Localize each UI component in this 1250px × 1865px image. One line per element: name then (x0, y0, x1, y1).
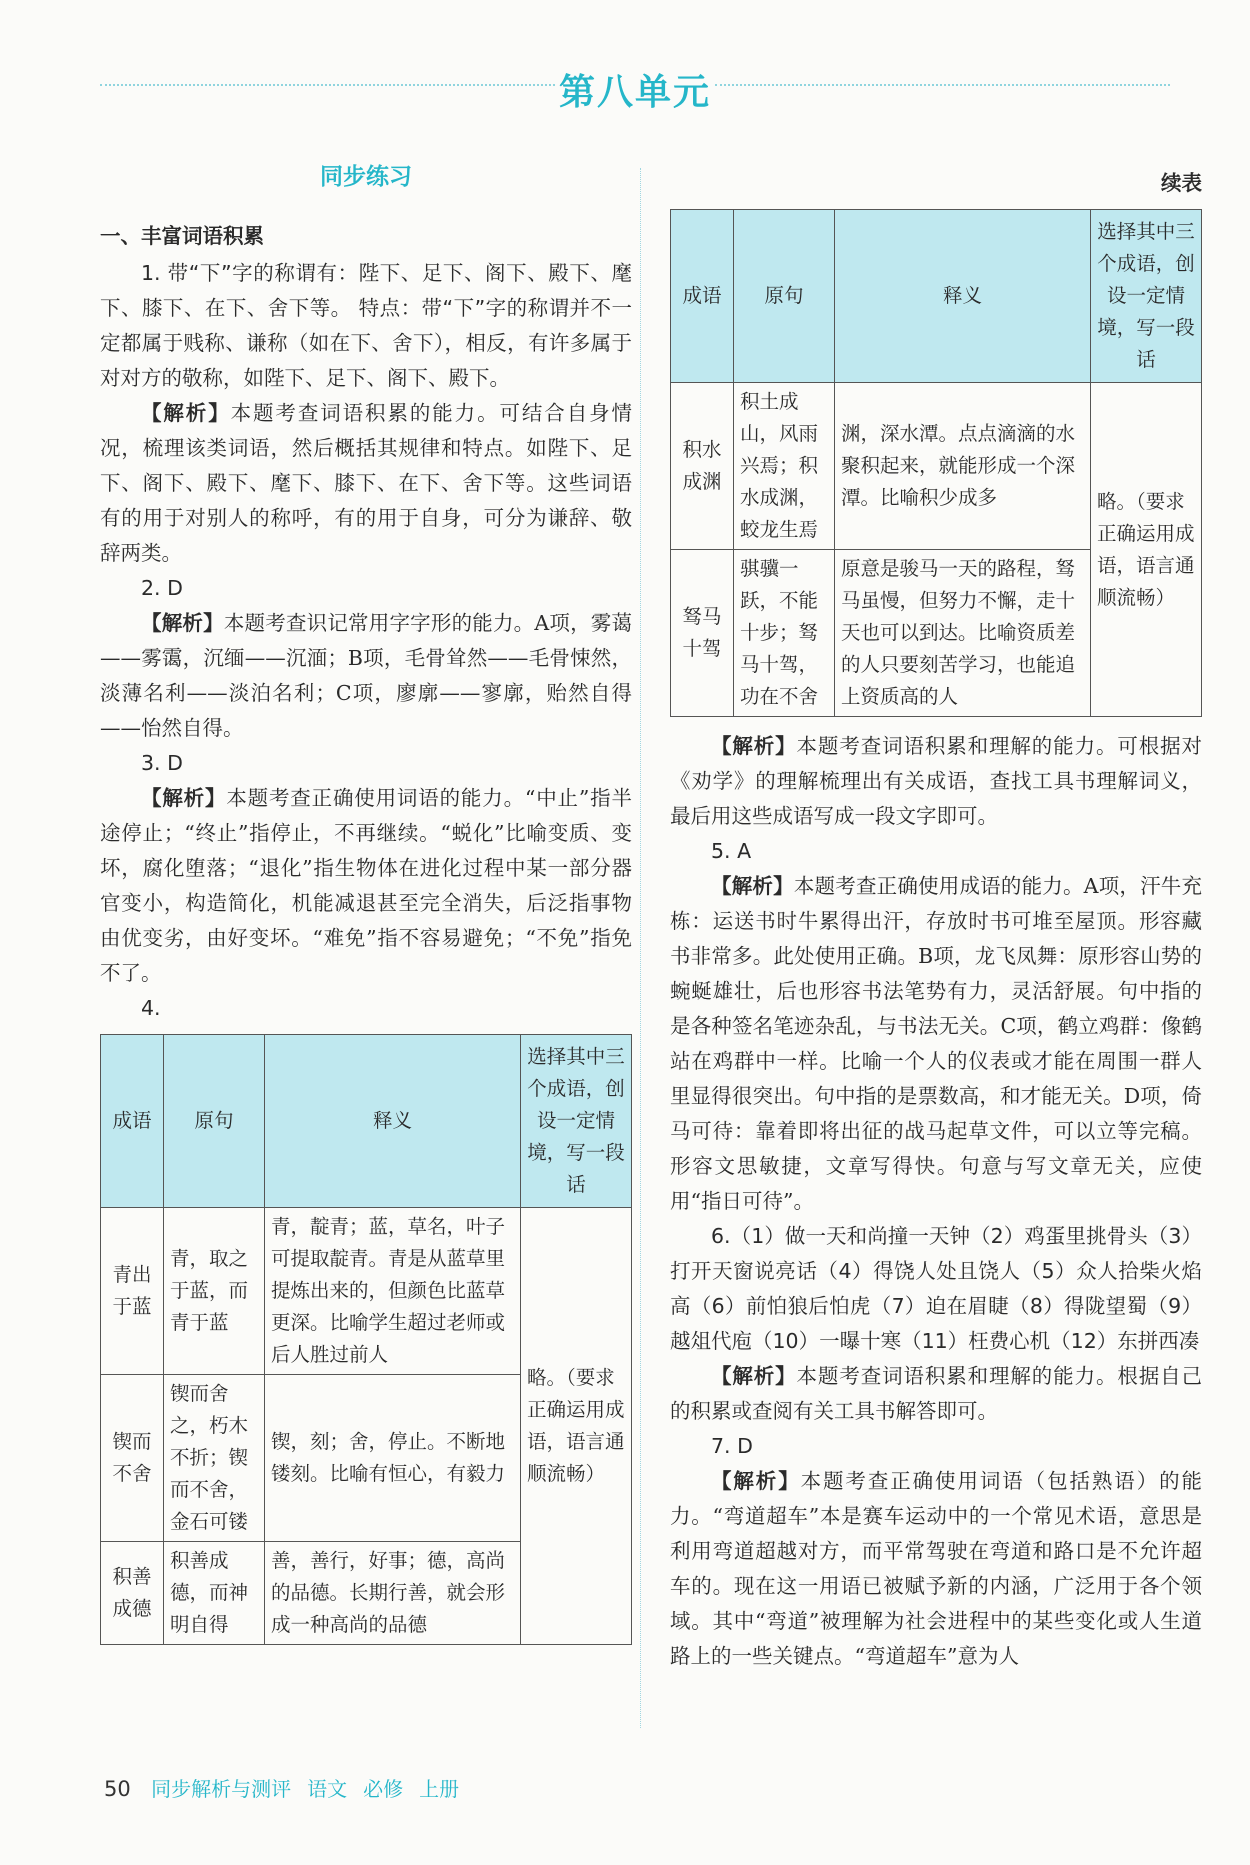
cell-source: 青，取之于蓝，而青于蓝 (164, 1208, 265, 1375)
header-task: 选择其中三个成语，创设一定情境，写一段话 (1091, 210, 1202, 383)
q5-analysis (670, 869, 1202, 1219)
cell-source: 积土成山，风雨兴焉；积水成渊，蛟龙生焉 (734, 383, 835, 550)
q6-answer: 6.（1）做一天和尚撞一天钟（2）鸡蛋里挑骨头（3）打开天窗说亮话（4）得饶人处且饶人（5）众人拾柴火焰高（6）前怕狼后怕虎（7）迫在眉睫（8）得陇望蜀（9）越俎代庖（10）一曝十寒（11）枉费心机（12）东拼西凑 (670, 1224, 1202, 1353)
table-row (101, 1208, 632, 1375)
q5-answer: 5. A (711, 839, 752, 863)
analysis-tag: 【解析】 (711, 1364, 797, 1388)
page-number: 50 (104, 1777, 131, 1801)
analysis-tag: 【解析】 (141, 611, 224, 635)
q3-answer: 3. D (141, 751, 183, 775)
footer-book-info (151, 1777, 475, 1801)
q7-analysis (670, 1464, 1202, 1674)
section-title: 同步练习 (320, 164, 412, 190)
cell-idiom: 青出于蓝 (101, 1208, 164, 1375)
cell-source: 积善成德，而神明自得 (164, 1542, 265, 1645)
table-row (671, 383, 1202, 550)
q4-analysis (670, 729, 1202, 834)
q7-answer: 7. D (711, 1434, 753, 1458)
q6-analysis (670, 1359, 1202, 1429)
q7-analysis-text: 本题考查正确使用词语（包括熟语）的能力。“弯道超车”本是赛车运动中的一个常见术语，意思是利用弯道超越对方，而平常驾驶在弯道和路口是不允许超车的。现在这一用语已被赋予新的内涵，广泛用于各个领域。其中“弯道”被理解为社会进程中的某些变化或人生道路上的一些关键点。“弯道超车”意为人 (670, 1469, 1203, 1668)
right-column (670, 160, 1202, 1674)
analysis-tag: 【解析】 (141, 401, 231, 425)
part-label: 上册 (419, 1777, 460, 1801)
analysis-tag: 【解析】 (711, 874, 794, 898)
header-meaning: 释义 (835, 210, 1091, 383)
header-task: 选择其中三个成语，创设一定情境，写一段话 (521, 1035, 632, 1208)
cell-idiom: 积善成德 (101, 1542, 164, 1645)
cell-merged-note: 略。（要求正确运用成语，语言通顺流畅） (521, 1208, 632, 1645)
header-source: 原句 (734, 210, 835, 383)
q1-analysis-text: 本题考查词语积累的能力。可结合自身情况，梳理该类词语，然后概括其规律和特点。如陛下、足下、阁下、殿下、麾下、膝下、在下、舍下等。这些词语有的用于对别人的称呼，有的用于自身，可分为谦辞、敬辞两类。 (100, 401, 633, 565)
q1-analysis (100, 396, 632, 571)
idiom-table-right (670, 209, 1202, 717)
unit-title: 第八单元 (558, 72, 711, 113)
q2-answer: 2. D (141, 576, 183, 600)
cell-merged-note: 略。（要求正确运用成语，语言通顺流畅） (1091, 383, 1202, 717)
header-rule-left (100, 84, 555, 86)
q4-number: 4. (141, 996, 161, 1020)
column-divider (640, 168, 641, 1728)
page-footer (104, 1773, 475, 1802)
header-meaning: 释义 (265, 1035, 521, 1208)
analysis-tag: 【解析】 (711, 734, 797, 758)
analysis-tag: 【解析】 (711, 1469, 801, 1493)
subject-label: 语文 (307, 1777, 348, 1801)
header-rule-right (715, 84, 1170, 86)
q2-analysis (100, 606, 632, 746)
header-source: 原句 (164, 1035, 265, 1208)
cell-meaning: 锲，刻；舍，停止。不断地镂刻。比喻有恒心，有毅力 (265, 1375, 521, 1542)
cell-meaning: 原意是骏马一天的路程，驽马虽慢，但努力不懈，走十天也可以到达。比喻资质差的人只要刻苦学习，也能追上资质高的人 (835, 550, 1091, 717)
cell-meaning: 渊，深水潭。点点滴滴的水聚积起来，就能形成一个深潭。比喻积少成多 (835, 383, 1091, 550)
table-header-row (101, 1035, 632, 1208)
continued-label: 续表 (1161, 171, 1202, 195)
q3-analysis (100, 781, 632, 991)
header-idiom: 成语 (101, 1035, 164, 1208)
cell-source: 锲而舍之，朽木不折；锲而不舍，金石可镂 (164, 1375, 265, 1542)
q3-analysis-text: 本题考查正确使用词语的能力。“中止”指半途停止；“终止”指停止，不再继续。“蜕化”比喻变质、变坏，腐化堕落；“退化”指生物体在进化过程中某一部分器官变小，构造简化，机能减退甚至完全消失，后泛指事物由优变劣，由好变坏。“难免”指不容易避免；“不免”指免不了。 (100, 786, 632, 985)
header-idiom: 成语 (671, 210, 734, 383)
cell-source: 骐骥一跃，不能十步；驽马十驾，功在不舍 (734, 550, 835, 717)
cell-idiom: 驽马十驾 (671, 550, 734, 717)
cell-idiom: 锲而不舍 (101, 1375, 164, 1542)
q6-analysis-text: 本题考查词语积累和理解的能力。根据自己的积累或查阅有关工具书解答即可。 (670, 1364, 1203, 1423)
table-header-row (671, 210, 1202, 383)
q2-analysis-text: 本题考查识记常用字字形的能力。A项，雾蔼——雾霭，沉缅——沉湎；B项，毛骨耸然——毛骨悚然，淡薄名利——淡泊名利；C项，廖廓——寥廓，贻然自得——怡然自得。 (100, 611, 633, 740)
q4-analysis-text: 本题考查词语积累和理解的能力。可根据对《劝学》的理解梳理出有关成语，查找工具书理解词义，最后用这些成语写成一段文字即可。 (670, 734, 1203, 828)
analysis-tag: 【解析】 (141, 786, 227, 810)
left-column (100, 160, 632, 1657)
volume-label: 必修 (363, 1777, 404, 1801)
q5-analysis-text: 本题考查正确使用成语的能力。A项，汗牛充栋：运送书时牛累得出汗，存放时书可堆至屋顶。形容藏书非常多。此处使用正确。B项，龙飞凤舞：原形容山势的蜿蜒雄壮，后也形容书法笔势有力，灵活舒展。句中指的是各种签名笔迹杂乱，与书法无关。C项，鹤立鸡群：像鹤站在鸡群中一样。比喻一个人的仪表或才能在周围一群人里显得很突出。句中指的是票数高，和才能无关。D项，倚马可待：靠着即将出征的战马起草文件，可以立等完稿。形容文思敏捷，文章写得快。句意与写文章无关，应使用“指日可待”。 (670, 874, 1203, 1213)
heading-vocabulary: 一、丰富词语积累 (100, 224, 264, 248)
cell-meaning: 青，靛青；蓝，草名，叶子可提取靛青。青是从蓝草里提炼出来的，但颜色比蓝草更深。比喻学生超过老师或后人胜过前人 (265, 1208, 521, 1375)
cell-idiom: 积水成渊 (671, 383, 734, 550)
cell-meaning: 善，善行，好事；德，高尚的品德。长期行善，就会形成一种高尚的品德 (265, 1542, 521, 1645)
idiom-table-left (100, 1034, 632, 1645)
q1-answer: 1. 带“下”字的称谓有：陛下、足下、阁下、殿下、麾下、膝下、在下、舍下等。 特点：带“下”字的称谓并不一定都属于贱称、谦称（如在下、舍下），相反，有许多属于对对方的敬称，如陛下、足下、阁下、殿下。 (100, 261, 632, 390)
book-title: 同步解析与测评 (151, 1777, 292, 1801)
